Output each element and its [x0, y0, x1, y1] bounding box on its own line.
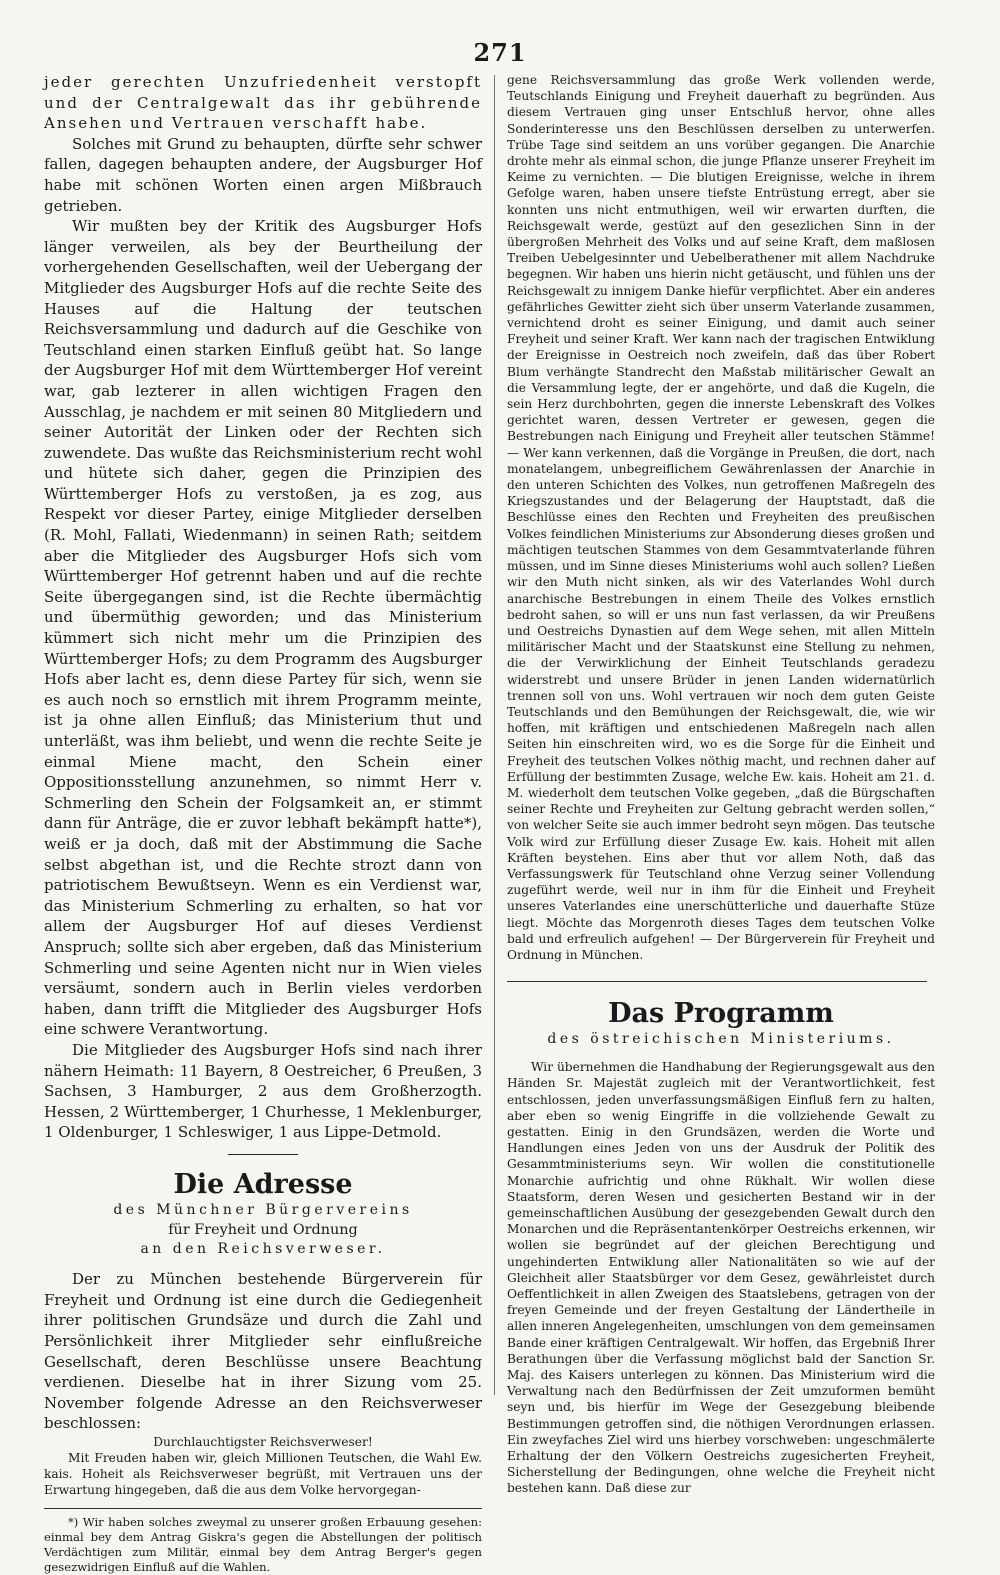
- body-paragraph-2: Die Mitglieder des Augsburger Hofs sind nach ihrer nähern Heimath: 11 Bayern, 8 Oestreicher, 6 Preußen, 3 Sachsen, 3 Hamburger, 2 aus dem Großherzogth. Hessen, 2 Württemberger, 1 Churhesse, 1 Meklenburger, 1 Oldenburger, 1 Schleswiger, 1 aus Lippe-Detmold.: [44, 1040, 482, 1142]
- adresse-continuation: gene Reichsversammlung das große Werk vollenden werde, Teutschlands Einigung und Freyheit dauerhaft zu begründen. Aus diesem Vertrauen ging unser Entschluß hervor, ohne alles Sonderinteresse uns den Beschlüssen derselben zu unterwerfen. Trübe Tage sind seitdem an uns vorüber gegangen. Die Anarchie drohte mehr als einmal schon, die junge Pflanze unserer Freyheit im Keime zu vernichten. — Die blutigen Ereignisse, welche in ihrem Gefolge waren, haben unsere tiefste Entrüstung erregt, aber sie konnten uns nicht entmuthigen, weil wir erwarten durften, die Reichsgewalt werde, gestüzt auf den gesezlichen Sinn in der übergroßen Mehrheit des Volks und auf seine Kraft, dem maßlosen Treiben Uebelgesinnter und Uebelberathener mit allem Nachdruke begegnen. Wir haben uns hierin nicht getäuscht, und fühlen uns der Reichsgewalt zu innigem Danke hiefür verpflichtet. Aber ein anderes gefährliches Gewitter zieht sich über unserm Vaterlande zusammen, vernichtend droht es seiner Einigung, und damit auch seiner Freyheit und seiner Kraft. Wer kann nach der tragischen Entwiklung der Ereignisse in Oestreich noch zweifeln, daß das über Robert Blum verhängte Standrecht den Maßstab militärischer Gewalt an die Versammlung legte, der er angehörte, und daß die Kugeln, die sein Herz durchbohrten, gegen die innerste Lebenskraft des Volkes gerichtet waren, dessen Vertreter er gewesen, gegen die Bestrebungen nach Einigung und Freyheit aller teutschen Stämme! — Wer kann verkennen, daß die Vorgänge in Preußen, die dort, nach monatelangem, unbegreiflichem Gewährenlassen der Anarchie in den unteren Schichten des Volkes, nun getroffenen Maßregeln des Kriegszustandes und der Belagerung der Hauptstadt, daß die Beschlüsse eines den Rechten und Freyheiten des preußischen Volkes feindlichen Ministeriums zur Absonderung dieses großen und mächtigen teutschen Stammes von dem Gesammtvaterlande führen müssen, und im Sinne dieses Ministeriums wohl auch sollen? Ließen wir den Muth nicht sinken, als wir des Vaterlandes Wohl durch anarchische Bestrebungen in einem Theile des Volkes ernstlich bedroht sahen, so will er uns nun fast verlassen, da wir Preußens und Oestreichs Dynastien auf dem Wege sehen, mit allen Mitteln militärischer Macht und der Staatskunst eine Stellung zu nehmen, die der Verwirklichung der Einheit Teutschlands geradezu widerstrebt und unsere Brüder in jenen Landen widernatürlich trennen soll von uns. Wohl vertrauen wir noch dem guten Geiste Teutschlands und den Bemühungen der Reichsgewalt, die, wie wir hoffen, mit kräftigen und entschiedenen Maßregeln nach allen Seiten hin einschreiten wird, wo es die Sorge für die Einheit und Freyheit des teutschen Volkes nöthig macht, und rechnen daher auf Erfüllung der bestimmten Zusage, welche Ew. kais. Hoheit am 21. d. M. wiederholt dem teutschen Volke gegeben, „daß die Bürgschaften seiner Rechte und Freyheiten zur Geltung gebracht werden sollen,“ von welcher Seite sie auch immer bedroht seyn mögen. Das teutsche Volk wird zur Erfüllung dieser Zusage Ew. kais. Hoheit mit allen Kräften beystehen. Eins aber thut vor allem Noth, daß das Verfassungswerk für Teutschland ohne Verzug seiner Vollendung zugeführt werde, weil nur in ihm für die Einheit und Freyheit unseres Vaterlandes eine unerschütterliche und dauerhafte Stüze liegt. Möchte das Morgenroth dieses Tages dem teutschen Volke bald und erfreulich aufgehen! — Der Bürgerverein für Freyheit und Ordnung in München.: [507, 73, 936, 962]
- adresse-salutation: Durchlauchtigster Reichsverweser!: [153, 1435, 373, 1450]
- programm-heading: Das Programm: [608, 998, 834, 1030]
- adresse-subheading-2: für Freyheit und Ordnung: [168, 1221, 358, 1238]
- adresse-subheading-3: an den Reichsverweser.: [140, 1241, 386, 1258]
- intro-paragraph-2: Solches mit Grund zu behaupten, dürfte sehr schwer fallen, dagegen behaupten andere, der Augsburger Hof habe mit schönen Worten einen argen Mißbrauch getrieben.: [44, 134, 482, 215]
- page-number: 271: [473, 38, 527, 67]
- footnote-text: *) Wir haben solches zweymal zu unserer großen Erbauung gesehen: einmal bey dem Antrag Giskra's gegen die Abstellungen der politisch Verdächtigen zum Militär, einmal bey dem Antrag Berger's gegen gesezwidrigen Einfluß auf die Wahlen.: [44, 1515, 482, 1575]
- right-column: [507, 72, 936, 1496]
- body-paragraph-1: Wir mußten bey der Kritik des Augsburger Hofs länger verweilen, als bey der Beurtheilung der vorhergehenden Gesellschaften, weil der Uebergang der Mitglieder des Augsburger Hofs auf die rechte Seite des Hauses auf die Haltung der teutschen Reichsversammlung und dadurch auf die Geschike von Teutschland einen starken Einfluß geübt hat. So lange der Augsburger Hof mit dem Württemberger Hof vereint war, gab lezterer in allen wichtigen Fragen den Ausschlag, je nachdem er mit seinen 80 Mitgliedern und seiner Autorität der Linken oder der Rechten sich zuwendete. Das wußte das Reichsministerium recht wohl und hütete sich daher, gegen die Prinzipien des Württemberger Hofs zu verstoßen, ja es zog, aus Respekt vor dieser Partey, einige Mitglieder derselben (R. Mohl, Fallati, Wiedenmann) in seinen Rath; seitdem aber die Mitglieder des Augsburger Hofs sich vom Württemberger Hof getrennt haben und auf die rechte Seite übergegangen sind, ist die Rechte übermächtig und übermüthig geworden; und das Ministerium kümmert sich nicht mehr um die Prinzipien des Württemberger Hofs; zu dem Programm des Augsburger Hofs aber lacht es, denn diese Partey für sich, wenn sie es auch noch so ernstlich mit ihrem Programm meinte, ist ja ohne allen Einfluß; das Ministerium thut und unterläßt, was ihm beliebt, und wenn die rechte Seite je einmal Miene macht, den Schein einer Oppositionsstellung anzunehmen, so nimmt Herr v. Schmerling den Schein der Folgsamkeit an, er stimmt dann für Anträge, die er zuvor lebhaft bekämpft hatte*), weiß er ja doch, daß mit der Abstimmung die Sache selbst abgethan ist, und die Rechte strozt dann von patriotischem Bewußtseyn. Wenn es ein Verdienst war, das Ministerium Schmerling zu erhalten, so hat vor allem der Augsburger Hof auf dieses Verdienst Anspruch; sollte sich aber ergeben, daß das Ministerium Schmerling und seine Agenten nicht nur in Wien vieles versäumt, sondern auch in Berlin vieles verdorben haben, dann trifft die Mitglieder des Augsburger Hofs eine schwere Verantwortung.: [44, 217, 482, 1039]
- intro-paragraph-1: jeder gerechten Unzufriedenheit verstopft und der Centralgewalt das ihr gebührende Ansehen und Vertrauen verschafft habe.: [44, 73, 482, 133]
- column-divider: [494, 75, 495, 1395]
- footnote-divider: [44, 1508, 482, 1509]
- programm-subheading: des östreichischen Ministeriums.: [547, 1031, 895, 1048]
- adresse-letter: [44, 1434, 482, 1498]
- adresse-heading: Die Adresse: [173, 1168, 353, 1200]
- adresse-subheading: des Münchner Bürgervereins: [113, 1201, 413, 1218]
- adresse-intro: Der zu München bestehende Bürgerverein für Freyheit und Ordnung ist eine durch die Gediegenheit ihrer politischen Grundsäze und durch die Zahl und Persönlichkeit ihrer Mitglieder sehr einflußreiche Gesellschaft, deren Beschlüsse unsere Beachtung verdienen. Dieselbe hat in ihrer Sizung vom 25. November folgende Adresse an den Reichsverweser beschlossen:: [44, 1270, 482, 1433]
- footnote: [44, 1515, 482, 1575]
- programm-text: Wir übernehmen die Handhabung der Regierungsgewalt aus den Händen Sr. Majestät zugleich mit der Verantwortlichkeit, fest entschlossen, jeden unverfassungsmäßigen Einfluß fern zu halten, aber eben so wenig Eingriffe in die vollziehende Gewalt zu gestatten. Einig in den Grundsäzen, werden die Worte und Handlungen eines Jeden von uns der Ausdruk der Politik des Gesammtministeriums seyn. Wir wollen die constitutionelle Monarchie aufrichtig und ohne Rükhalt. Wir wollen diese Staatsform, deren Wesen und gesicherten Bestand wir in der gemeinschaftlichen Ausübung der gesezgebenden Gewalt durch den Monarchen und die Repräsentantenkörper Oestreichs erkennen, wir wollen sie begründet auf der gleichen Berechtigung und ungehinderten Entwiklung aller Nationalitäten so wie auf der Gleichheit aller Staatsbürger vor dem Gesez, gewährleistet durch Oeffentlichkeit in allen Zweigen des Staatslebens, getragen von der freyen Gemeinde und der freyen Gestaltung der Ländertheile in allen inneren Angelegenheiten, umschlungen von dem gemeinsamen Bande einer kräftigen Centralgewalt. Wir hoffen, das Ergebniß Ihrer Berathungen über die Verfassung möglichst bald der Sanction Sr. Maj. des Kaisers unterlegen zu können. Das Ministerium wird die Verwaltung nach den Bedürfnissen der Zeit umzuformen bemüht seyn und, bis hierfür im Wege der Gesezgebung bleibende Bestimmungen getroffen sind, die nöthigen Verordnungen erlassen. Ein zweyfaches Ziel wird uns hierbey vorschweben: ungeschmälerte Erhaltung der den Völkern Oestreichs zugesicherten Freyheit, Sicherstellung der Bedingungen, ohne welche die Freyheit nicht bestehen kann. Daß diese zur: [507, 1060, 935, 1496]
- section-divider: [228, 1154, 298, 1155]
- left-column: [44, 72, 482, 1575]
- adresse-letter-start: Mit Freuden haben wir, gleich Millionen Teutschen, die Wahl Ew. kais. Hoheit als Reichsverweser begrüßt, mit Vertrauen uns der Erwartung hingegeben, daß die aus dem Volke hervorgegan-: [44, 1451, 482, 1498]
